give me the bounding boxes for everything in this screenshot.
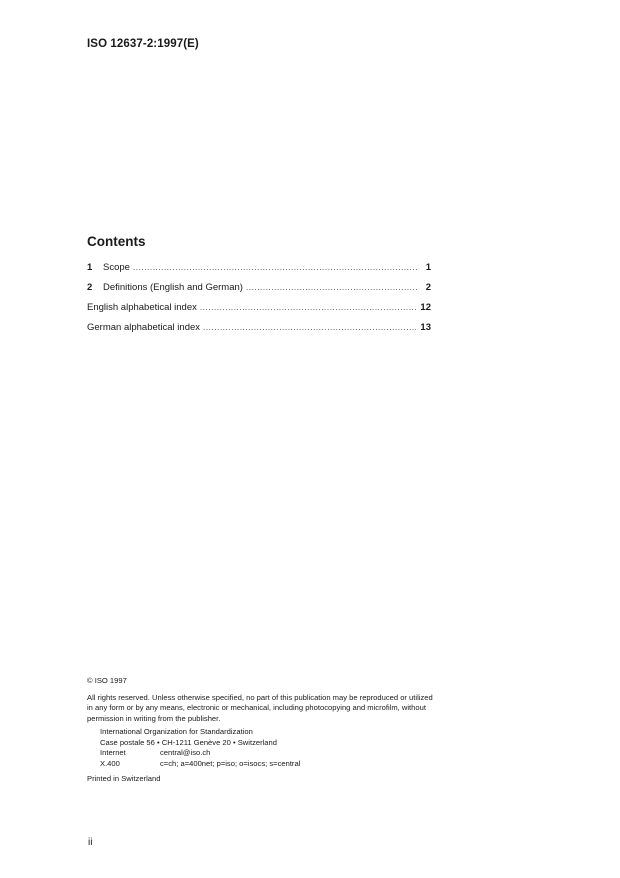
- internet-row: [100, 748, 437, 759]
- toc-entry-number: 2: [87, 282, 93, 293]
- x400-row: [100, 759, 437, 770]
- toc-entry-german-index[interactable]: [87, 322, 431, 342]
- toc-entry-label: English alphabetical index: [87, 302, 197, 313]
- toc-entry-page: 13: [420, 322, 431, 333]
- toc-entry-number: 1: [87, 262, 93, 273]
- toc-entry-page: 12: [420, 302, 431, 313]
- toc-leader-dots: [203, 323, 416, 332]
- contents-title: Contents: [87, 234, 146, 249]
- toc-leader-dots: [200, 303, 417, 312]
- rights-statement: All rights reserved. Unless otherwise specified, no part of this publication may be reproduced or utilized in any form or by any means, electronic or mechanical, including photocopying and microfilm, without permission in writing from the publisher.: [87, 692, 433, 723]
- organization-address: [87, 727, 437, 769]
- copyright-block: [87, 676, 437, 785]
- toc-entry-label: German alphabetical index: [87, 322, 201, 333]
- copyright-notice: © ISO 1997: [87, 676, 127, 685]
- internet-address[interactable]: central@iso.ch: [160, 748, 211, 757]
- page-number: ii: [88, 837, 93, 848]
- toc-entry-label: Scope: [103, 262, 130, 273]
- x400-address: c=ch; a=400net; p=iso; o=isocs; s=central: [160, 758, 301, 768]
- toc-entry-label: Definitions (English and German): [103, 282, 243, 293]
- table-of-contents: [87, 262, 431, 342]
- organization-name: International Organization for Standardization: [100, 727, 253, 736]
- toc-entry-english-index[interactable]: [87, 302, 431, 322]
- toc-entry-scope[interactable]: [87, 262, 431, 282]
- toc-entry-page: 1: [425, 262, 431, 273]
- postal-address: Case postale 56 • CH-1211 Genève 20 • Switzerland: [100, 737, 277, 747]
- toc-entry-definitions[interactable]: [87, 282, 431, 302]
- internet-label: Internet: [100, 748, 126, 757]
- document-header: ISO 12637-2:1997(E): [87, 38, 199, 50]
- toc-leader-dots: [133, 263, 417, 272]
- x400-label: X.400: [100, 758, 120, 768]
- printed-location: Printed in Switzerland: [87, 774, 161, 783]
- toc-leader-dots: [246, 283, 417, 292]
- toc-entry-page: 2: [425, 282, 431, 293]
